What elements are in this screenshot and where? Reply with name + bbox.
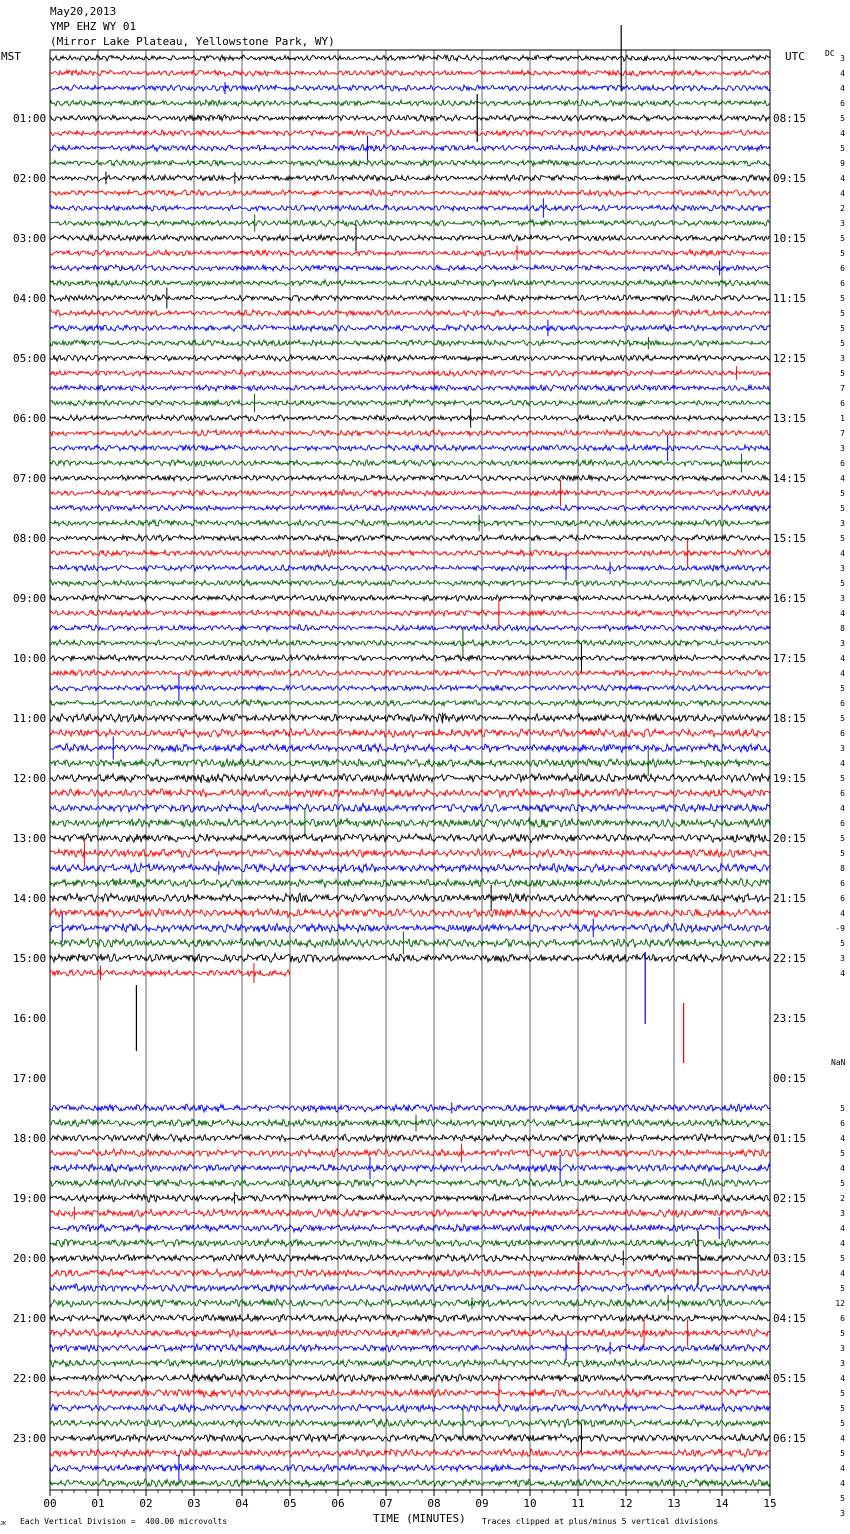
dc-offset-value: 5 bbox=[840, 1104, 845, 1113]
right-hour-label: 21:15 bbox=[773, 892, 807, 905]
trace-row bbox=[50, 460, 770, 466]
dc-offset-value: 5 bbox=[840, 1419, 845, 1428]
dc-offset-header: DC bbox=[825, 49, 835, 58]
x-tick-label: 00 bbox=[43, 1497, 57, 1510]
x-tick-label: 04 bbox=[235, 1497, 249, 1510]
trace-row bbox=[50, 265, 770, 272]
right-hour-label: 15:15 bbox=[773, 532, 807, 545]
dc-offset-value: 7 bbox=[840, 384, 845, 393]
dc-offset-value: 4 bbox=[840, 1374, 845, 1383]
trace-row bbox=[50, 355, 770, 361]
right-hour-label: 19:15 bbox=[773, 772, 807, 785]
dc-offset-value: 5 bbox=[840, 504, 845, 513]
left-hour-label: 19:00 bbox=[13, 1192, 47, 1205]
trace-row bbox=[50, 759, 770, 768]
dc-offset-value: 4 bbox=[840, 1239, 845, 1248]
dc-offset-value: 5 bbox=[840, 774, 845, 783]
dc-offset-value: 2 bbox=[840, 1194, 845, 1203]
station-location: (Mirror Lake Plateau, Yellowstone Park, WY) bbox=[50, 35, 335, 48]
trace-row bbox=[50, 310, 770, 316]
right-hour-label: 08:15 bbox=[773, 112, 807, 125]
station-code: YMP EHZ WY 01 bbox=[50, 20, 137, 33]
dc-offset-value: 5 bbox=[840, 489, 845, 498]
trace-row bbox=[50, 520, 770, 526]
dc-offset-value: 4 bbox=[840, 1224, 845, 1233]
dc-offset-value: 5 bbox=[840, 324, 845, 333]
trace-row bbox=[50, 430, 770, 436]
trace-row bbox=[50, 190, 770, 197]
dc-offset-value: 6 bbox=[840, 264, 845, 273]
dc-offset-value: 3 bbox=[840, 954, 845, 963]
trace-row bbox=[50, 1359, 770, 1367]
dc-offset-value: 5 bbox=[840, 309, 845, 318]
trace-row bbox=[50, 849, 770, 858]
x-tick-label: 03 bbox=[187, 1497, 201, 1510]
trace-row bbox=[50, 220, 770, 226]
dc-offset-value: 3 bbox=[840, 1344, 845, 1353]
dc-offset-value: 5 bbox=[840, 1389, 845, 1398]
trace-row bbox=[50, 744, 770, 753]
right-hour-label: 22:15 bbox=[773, 952, 807, 965]
trace-row bbox=[50, 909, 770, 918]
right-hour-label: 23:15 bbox=[773, 1012, 807, 1025]
trace-row bbox=[50, 160, 770, 166]
trace-row bbox=[50, 1149, 770, 1157]
left-hour-label: 16:00 bbox=[13, 1012, 47, 1025]
trace-row bbox=[50, 1164, 770, 1172]
dc-offset-value: 5 bbox=[840, 144, 845, 153]
dc-offset-value: 4 bbox=[840, 759, 845, 768]
dc-offset-value: 6 bbox=[840, 894, 845, 903]
dc-offset-value: 5 bbox=[840, 294, 845, 303]
trace-row bbox=[50, 1389, 770, 1397]
left-hour-label: 06:00 bbox=[13, 412, 47, 425]
trace-row bbox=[50, 505, 770, 512]
trace-row bbox=[50, 1194, 770, 1202]
dc-offset-value: 5 bbox=[840, 939, 845, 948]
trace-row bbox=[50, 370, 770, 376]
left-hour-label: 14:00 bbox=[13, 892, 47, 905]
trace-row bbox=[50, 595, 770, 601]
x-tick-label: 08 bbox=[427, 1497, 441, 1510]
trace-row bbox=[50, 85, 770, 91]
trace-row bbox=[50, 205, 770, 211]
left-hour-label: 18:00 bbox=[13, 1132, 47, 1145]
left-hour-label: 03:00 bbox=[13, 232, 47, 245]
left-hour-label: 07:00 bbox=[13, 472, 47, 485]
dc-offset-value: 4 bbox=[840, 1464, 845, 1473]
dc-offset-value: 5 bbox=[840, 1149, 845, 1158]
scale-note: Each Vertical Division = 400.00 microvolts bbox=[20, 1517, 228, 1526]
trace-row bbox=[50, 863, 770, 872]
right-hour-label: 05:15 bbox=[773, 1372, 807, 1385]
dc-offset-value: 4 bbox=[840, 84, 845, 93]
right-hour-label: 00:15 bbox=[773, 1072, 807, 1085]
x-tick-label: 13 bbox=[667, 1497, 681, 1510]
x-tick-label: 05 bbox=[283, 1497, 297, 1510]
dc-offset-value: 4 bbox=[840, 1434, 845, 1443]
right-hour-label: 14:15 bbox=[773, 472, 807, 485]
dc-offset-value: 4 bbox=[840, 1269, 845, 1278]
dc-offset-value: 6 bbox=[840, 99, 845, 108]
trace-row bbox=[50, 415, 770, 421]
trace-row bbox=[50, 1374, 770, 1382]
right-hour-label: 16:15 bbox=[773, 592, 807, 605]
dc-offset-value: 4 bbox=[840, 969, 845, 978]
right-hour-label: 20:15 bbox=[773, 832, 807, 845]
dc-offset-value: 5 bbox=[840, 534, 845, 543]
dc-offset-value: 5 bbox=[840, 834, 845, 843]
trace-row bbox=[50, 115, 770, 121]
right-hour-label: 12:15 bbox=[773, 352, 807, 365]
dc-offset-value: 4 bbox=[840, 669, 845, 678]
dc-offset-value: 3 bbox=[840, 54, 845, 63]
trace-row bbox=[50, 1419, 770, 1427]
x-tick-label: 07 bbox=[379, 1497, 393, 1510]
dc-offset-value: 5 bbox=[840, 249, 845, 258]
left-timezone-label: MST bbox=[1, 50, 21, 63]
right-hour-label: 17:15 bbox=[773, 652, 807, 665]
x-axis-title: TIME (MINUTES) bbox=[373, 1512, 466, 1525]
dc-offset-value: 6 bbox=[840, 879, 845, 888]
trace-row bbox=[50, 550, 770, 557]
trace-row bbox=[50, 700, 770, 706]
dc-offset-value: 6 bbox=[840, 699, 845, 708]
dc-offset-value: 5 bbox=[840, 369, 845, 378]
trace-row bbox=[50, 580, 770, 586]
trace-row bbox=[50, 325, 770, 332]
trace-row bbox=[50, 685, 770, 691]
trace-row bbox=[50, 610, 770, 616]
trace-row bbox=[50, 1239, 770, 1247]
trace-row bbox=[50, 789, 770, 798]
left-hour-label: 02:00 bbox=[13, 172, 47, 185]
dc-offset-value: 5 bbox=[840, 714, 845, 723]
dc-offset-value: 3 bbox=[840, 594, 845, 603]
dc-offset-value: 7 bbox=[840, 429, 845, 438]
corner-mark: JK bbox=[0, 1521, 7, 1527]
dc-offset-value: 6 bbox=[840, 1314, 845, 1323]
trace-row bbox=[50, 670, 770, 676]
trace-row bbox=[50, 175, 770, 182]
dc-offset-value: 5 bbox=[840, 1494, 845, 1503]
trace-row bbox=[50, 1344, 770, 1352]
dc-offset-value: 6 bbox=[840, 729, 845, 738]
trace-row bbox=[50, 340, 770, 346]
left-hour-label: 15:00 bbox=[13, 952, 47, 965]
left-hour-label: 10:00 bbox=[13, 652, 47, 665]
dc-offset-value: 5 bbox=[840, 579, 845, 588]
trace-row bbox=[50, 445, 770, 451]
trace-row bbox=[50, 953, 770, 962]
left-hour-label: 21:00 bbox=[13, 1312, 47, 1325]
dc-offset-value: 3 bbox=[840, 1509, 845, 1518]
trace-row bbox=[50, 475, 770, 481]
x-tick-label: 02 bbox=[139, 1497, 153, 1510]
dc-offset-value: 5 bbox=[840, 1449, 845, 1458]
trace-row bbox=[50, 729, 770, 738]
x-tick-label: 06 bbox=[331, 1497, 345, 1510]
trace-row bbox=[50, 100, 770, 106]
dc-offset-value: 4 bbox=[840, 804, 845, 813]
dc-offset-value: 5 bbox=[840, 1254, 845, 1263]
trace-row bbox=[50, 280, 770, 287]
nan-offset-header: NaN bbox=[831, 1058, 846, 1067]
dc-offset-value: 8 bbox=[840, 864, 845, 873]
trace-row bbox=[50, 1284, 770, 1292]
right-hour-label: 01:15 bbox=[773, 1132, 807, 1145]
dc-offset-value: 3 bbox=[840, 1209, 845, 1218]
trace-row bbox=[50, 400, 770, 406]
left-hour-label: 22:00 bbox=[13, 1372, 47, 1385]
dc-offset-value: 5 bbox=[840, 114, 845, 123]
dc-offset-value: 4 bbox=[840, 1479, 845, 1488]
dc-offset-value: 4 bbox=[840, 174, 845, 183]
dc-offset-value: 12 bbox=[835, 1299, 845, 1308]
trace-row bbox=[50, 1479, 770, 1487]
trace-row bbox=[50, 55, 770, 61]
trace-row bbox=[50, 490, 770, 496]
dc-offset-value: 3 bbox=[840, 444, 845, 453]
trace-row bbox=[50, 145, 770, 152]
dc-offset-value: 5 bbox=[840, 849, 845, 858]
right-hour-label: 09:15 bbox=[773, 172, 807, 185]
trace-row bbox=[50, 1179, 770, 1187]
trace-row bbox=[50, 1104, 770, 1112]
trace-row bbox=[50, 625, 770, 632]
trace-row bbox=[50, 1434, 770, 1442]
trace-row bbox=[50, 655, 770, 661]
trace-row bbox=[50, 878, 770, 887]
dc-offset-value: 5 bbox=[840, 234, 845, 243]
dc-offset-value: 5 bbox=[840, 684, 845, 693]
right-hour-label: 06:15 bbox=[773, 1432, 807, 1445]
left-hour-label: 13:00 bbox=[13, 832, 47, 845]
dc-offset-value: 6 bbox=[840, 819, 845, 828]
x-tick-label: 15 bbox=[763, 1497, 777, 1510]
dc-offset-value: 4 bbox=[840, 609, 845, 618]
dc-offset-value: 4 bbox=[840, 474, 845, 483]
plot-date: May20,2013 bbox=[50, 5, 117, 18]
trace-row bbox=[50, 1464, 770, 1472]
trace-row bbox=[50, 1314, 770, 1322]
dc-offset-value: 3 bbox=[840, 519, 845, 528]
trace-row bbox=[50, 1134, 770, 1142]
dc-offset-value: 4 bbox=[840, 909, 845, 918]
right-hour-label: 03:15 bbox=[773, 1252, 807, 1265]
right-hour-label: 04:15 bbox=[773, 1312, 807, 1325]
trace-row bbox=[50, 1224, 770, 1232]
trace-row bbox=[50, 1209, 770, 1217]
left-hour-label: 01:00 bbox=[13, 112, 47, 125]
dc-offset-value: 5 bbox=[840, 339, 845, 348]
dc-offset-value: 5 bbox=[840, 1329, 845, 1338]
dc-offset-value: 3 bbox=[840, 639, 845, 648]
dc-offset-value: 4 bbox=[840, 69, 845, 78]
dc-offset-value: 5 bbox=[840, 1179, 845, 1188]
left-hour-label: 08:00 bbox=[13, 532, 47, 545]
trace-row bbox=[50, 774, 770, 783]
x-tick-label: 12 bbox=[619, 1497, 633, 1510]
trace-row bbox=[50, 1269, 770, 1277]
x-tick-label: 10 bbox=[523, 1497, 537, 1510]
dc-offset-value: 8 bbox=[840, 624, 845, 633]
dc-offset-value: 5 bbox=[840, 1284, 845, 1293]
x-tick-label: 09 bbox=[475, 1497, 489, 1510]
trace-row bbox=[50, 235, 770, 242]
trace-row bbox=[50, 714, 770, 722]
trace-row bbox=[50, 1329, 770, 1337]
trace-row bbox=[50, 834, 770, 843]
left-hour-label: 17:00 bbox=[13, 1072, 47, 1085]
right-timezone-label: UTC bbox=[785, 50, 805, 63]
dc-offset-value: 3 bbox=[840, 744, 845, 753]
left-hour-label: 23:00 bbox=[13, 1432, 47, 1445]
dc-offset-value: 6 bbox=[840, 279, 845, 288]
dc-offset-value: 1 bbox=[840, 414, 845, 423]
trace-row bbox=[50, 1449, 770, 1457]
right-hour-label: 02:15 bbox=[773, 1192, 807, 1205]
right-hour-label: 10:15 bbox=[773, 232, 807, 245]
trace-row bbox=[50, 385, 770, 391]
left-hour-label: 11:00 bbox=[13, 712, 47, 725]
dc-offset-value: 3 bbox=[840, 354, 845, 363]
trace-row bbox=[50, 939, 770, 948]
dc-offset-value: 9 bbox=[840, 159, 845, 168]
clip-note: Traces clipped at plus/minus 5 vertical divisions bbox=[482, 1517, 719, 1526]
dc-offset-value: 2 bbox=[840, 204, 845, 213]
x-tick-label: 14 bbox=[715, 1497, 729, 1510]
left-hour-label: 12:00 bbox=[13, 772, 47, 785]
trace-row bbox=[50, 803, 770, 812]
trace-row bbox=[50, 893, 770, 902]
trace-row bbox=[50, 1404, 770, 1412]
trace-row bbox=[50, 1254, 770, 1262]
dc-offset-value: 4 bbox=[840, 549, 845, 558]
dc-offset-value: 6 bbox=[840, 399, 845, 408]
trace-row bbox=[50, 535, 770, 541]
right-hour-label: 13:15 bbox=[773, 412, 807, 425]
x-tick-label: 11 bbox=[571, 1497, 585, 1510]
dc-offset-value: 4 bbox=[840, 189, 845, 198]
trace-row bbox=[50, 1119, 770, 1127]
dc-offset-value: 6 bbox=[840, 1119, 845, 1128]
right-hour-label: 18:15 bbox=[773, 712, 807, 725]
trace-row bbox=[50, 70, 770, 76]
left-hour-label: 20:00 bbox=[13, 1252, 47, 1265]
x-tick-label: 01 bbox=[91, 1497, 105, 1510]
left-hour-label: 05:00 bbox=[13, 352, 47, 365]
left-hour-label: 09:00 bbox=[13, 592, 47, 605]
dc-offset-value: 5 bbox=[840, 1404, 845, 1413]
dc-offset-value: 4 bbox=[840, 1164, 845, 1173]
trace-row bbox=[50, 640, 770, 647]
trace-row bbox=[50, 565, 770, 571]
trace-row bbox=[50, 295, 770, 301]
trace-row bbox=[50, 923, 770, 932]
dc-offset-value: 3 bbox=[840, 1359, 845, 1368]
dc-offset-value: 6 bbox=[840, 459, 845, 468]
dc-offset-value: 6 bbox=[840, 789, 845, 798]
left-hour-label: 04:00 bbox=[13, 292, 47, 305]
dc-offset-value: 4 bbox=[840, 129, 845, 138]
dc-offset-value: -9 bbox=[835, 924, 845, 933]
dc-offset-value: 4 bbox=[840, 654, 845, 663]
dc-offset-value: 4 bbox=[840, 1134, 845, 1143]
right-hour-label: 11:15 bbox=[773, 292, 807, 305]
dc-offset-value: 3 bbox=[840, 219, 845, 228]
trace-row bbox=[50, 818, 770, 827]
trace-row bbox=[50, 130, 770, 136]
dc-offset-value: 3 bbox=[840, 564, 845, 573]
trace-row bbox=[50, 250, 770, 256]
trace-row bbox=[50, 1299, 770, 1307]
